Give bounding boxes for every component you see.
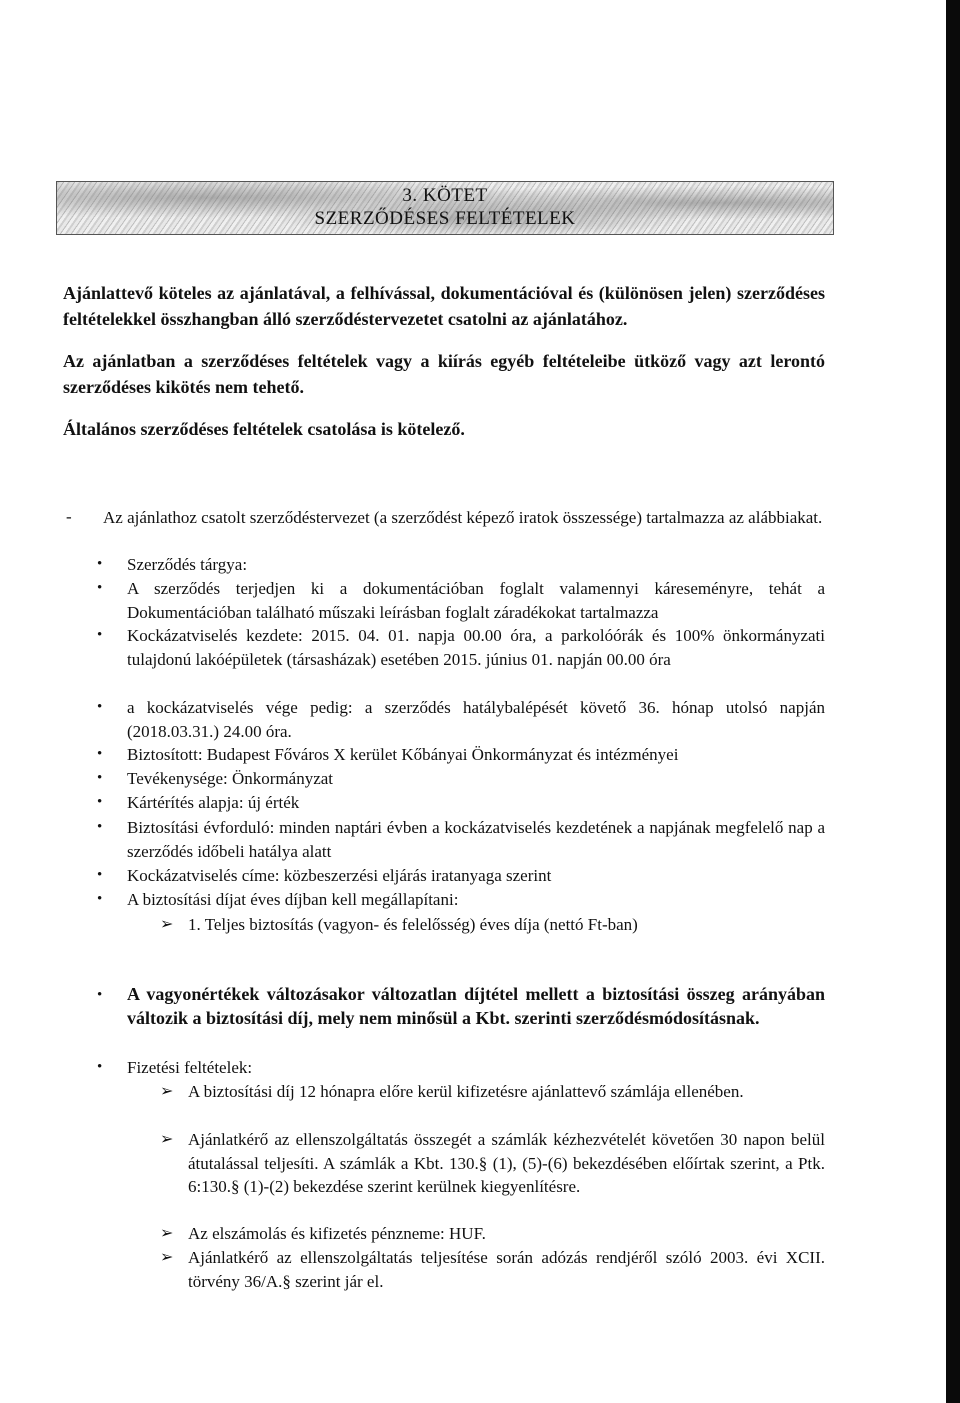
bullet-marker: •: [97, 746, 103, 762]
bullet-marker: •: [97, 627, 103, 643]
list-item-premium: A biztosítási díjat éves díjban kell megállapítani:: [127, 890, 459, 909]
list-item-start: Kockázatviselés kezdete: 2015. 04. 01. napja 00.00 óra, a parkolóórák és 100% önkormányzati tulajdonú lakóépületek (társasházak) esetében 2015. június 01. napján 00.00 óra: [127, 626, 825, 669]
payment-item-transfer: Ajánlatkérő az ellenszolgáltatás összegét a számlák kézhezvételét követően 30 napon belül átutalással teljesíti. A számlák a Kbt. 130.§ (1), (5)-(6) bekezdésében előírtak szerint, a Ptk. 6:130.§ (1)-(2) bekezdése szerint kerülnek kiegyenlítésre.: [188, 1130, 825, 1196]
intro-paragraph-1: Ajánlattevő köteles az ajánlatával, a felhívással, dokumentációval és (különösen jelen) szerződéses feltételekkel összhangban álló szerződéstervezetet csatolni az ajánlatához.: [63, 283, 825, 329]
list-item-scope: A szerződés terjedjen ki a dokumentációban foglalt valamennyi káreseményre, tehát a Dokumentációban található műszaki leírásban foglalt záradékokat tartalmazza: [127, 579, 825, 622]
list-item-value-change: A vagyonértékek változásakor változatlan díjtétel mellett a biztosítási összeg arányában változik a biztosítási díj, mely nem minősül a Kbt. szerinti szerződésmódosításnak.: [127, 984, 825, 1028]
bullet-marker: •: [97, 556, 103, 572]
bullet-marker: •: [97, 794, 103, 810]
list-item-payment-terms: Fizetési feltételek:: [127, 1058, 253, 1077]
payment-item-currency: Az elszámolás és kifizetés pénzneme: HUF.: [188, 1224, 486, 1243]
bullet-marker: •: [97, 819, 103, 835]
bullet-marker: •: [97, 1059, 103, 1075]
bullet-marker: •: [97, 987, 103, 1003]
arrow-marker: ➢: [160, 1225, 174, 1242]
bullet-marker: •: [97, 770, 103, 786]
dash-marker: -: [66, 507, 72, 526]
section-banner: [56, 181, 834, 235]
arrow-marker: ➢: [160, 1083, 174, 1100]
arrow-marker: ➢: [160, 916, 174, 933]
list-item-risk-title: Kockázatviselés címe: közbeszerzési eljárás iratanyaga szerint: [127, 866, 552, 885]
list-item-insured: Biztosított: Budapest Főváros X kerület Kőbányai Önkormányzat és intézményei: [127, 745, 679, 764]
banner-volume: 3. KÖTET: [402, 185, 488, 206]
arrow-marker: ➢: [160, 1131, 174, 1148]
list-item-subject: Szerződés tárgya:: [127, 555, 248, 574]
banner-title: SZERZŐDÉSES FELTÉTELEK: [314, 208, 576, 229]
arrow-marker: ➢: [160, 1249, 174, 1266]
dash-item: Az ajánlathoz csatolt szerződéstervezet (a szerződést képező iratok összessége) tartalmazza az alábbiakat.: [103, 508, 823, 527]
scan-edge: [946, 0, 960, 1403]
list-item-compensation: Kártérítés alapja: új érték: [127, 793, 300, 812]
sub-item-annual-fee: 1. Teljes biztosítás (vagyon- és felelősség) éves díja (nettó Ft-ban): [188, 915, 638, 934]
bullet-marker: •: [97, 891, 103, 907]
bullet-marker: •: [97, 699, 103, 715]
payment-item-advance: A biztosítási díj 12 hónapra előre kerül kifizetésre ajánlattevő számlája ellenében.: [188, 1082, 744, 1101]
list-item-end: a kockázatviselés vége pedig: a szerződés hatálybalépését követő 36. hónap utolsó napján (2018.03.31.) 24.00 óra.: [127, 698, 825, 741]
intro-paragraph-3: Általános szerződéses feltételek csatolása is kötelező.: [63, 419, 465, 439]
bullet-marker: •: [97, 580, 103, 596]
payment-item-tax: Ajánlatkérő az ellenszolgáltatás teljesítése során adózás rendjéről szóló 2003. évi XCII. törvény 36/A.§ szerint jár el.: [188, 1248, 825, 1291]
intro-paragraph-2: Az ajánlatban a szerződéses feltételek vagy a kiírás egyéb feltételeibe ütköző vagy azt lerontó szerződéses kikötés nem tehető.: [63, 351, 825, 397]
list-item-anniversary: Biztosítási évforduló: minden naptári évben a kockázatviselés kezdetének a napjának megfelelő nap a szerződés időbeli hatálya alatt: [127, 818, 825, 861]
list-item-activity: Tevékenysége: Önkormányzat: [127, 769, 334, 788]
bullet-marker: •: [97, 867, 103, 883]
